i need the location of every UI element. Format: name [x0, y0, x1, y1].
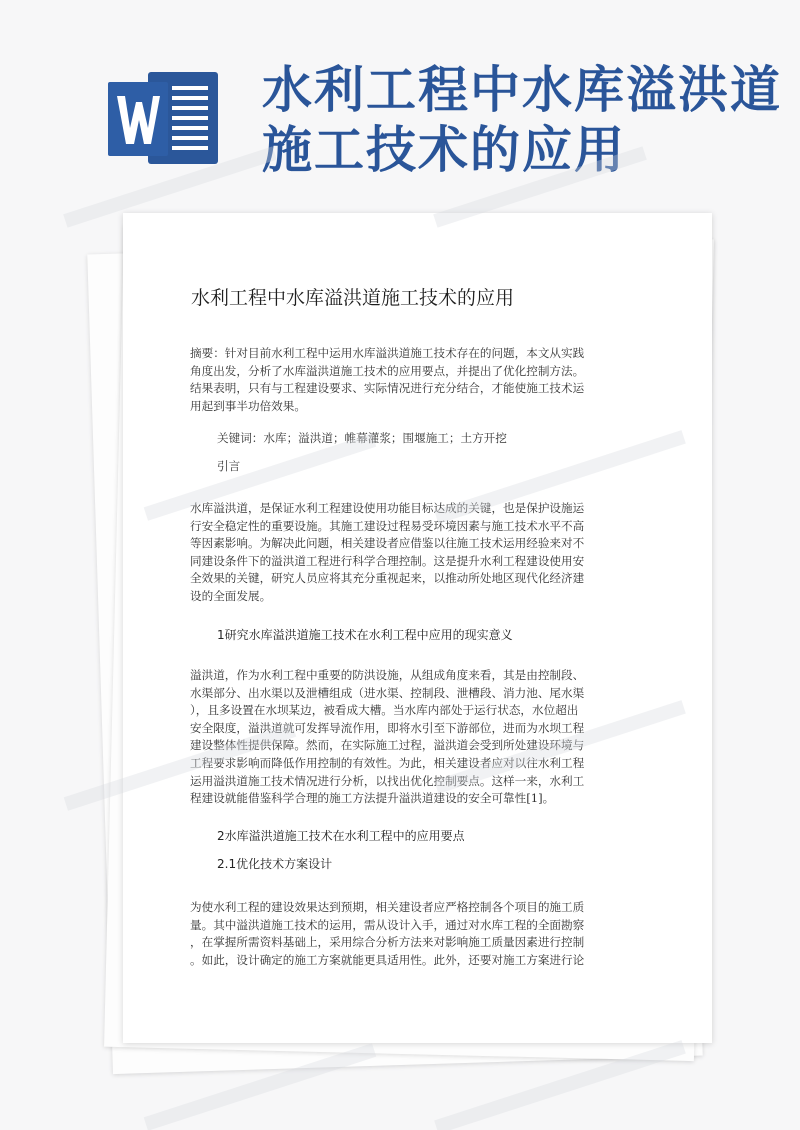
section-1-heading: 1研究水库溢洪道施工技术在水利工程中应用的现实意义 [217, 628, 513, 642]
banner-title-line-1: 水利工程中水库溢洪道 [262, 60, 782, 119]
banner-title [262, 60, 782, 180]
abstract [190, 345, 632, 415]
text-line: 建设整体性提供保障。然而，在实际施工过程，溢洪道会受到所处建设环境与 [190, 738, 585, 753]
text-line: 。如此，设计确定的施工方案就能更具适用性。此外，还要对施工方案进行论 [190, 952, 585, 967]
text-line: 用起到事半功倍效果。 [190, 398, 306, 413]
text-line: 运用溢洪道施工技术情况进行分析，以找出优化控制要点。这样一来，水利工 [190, 773, 585, 788]
text-line: 程建设就能借鉴科学合理的施工方法提升溢洪道建设的安全可靠性[1]。 [190, 791, 555, 806]
text-line: 安全限度，溢洪道就可发挥导流作用，即将水引至下游部位，进而为水坝工程 [190, 720, 585, 735]
keywords: 关键词：水库；溢洪道；帷幕灌浆；围堰施工；土方开挖 [217, 431, 507, 445]
section-2-1-heading: 2.1优化技术方案设计 [217, 857, 333, 871]
text-line: 设的全面发展。 [190, 588, 272, 603]
text-line: 等因素影响。为解决此问题，相关建设者应借鉴以往施工技术运用经验来对不 [190, 536, 585, 551]
document-page [123, 213, 712, 1043]
text-line: 结果表明，只有与工程建设要求、实际情况进行充分结合，才能使施工技术运 [190, 381, 585, 396]
intro-heading: 引言 [217, 459, 241, 473]
intro-paragraph [190, 500, 632, 606]
text-line: 全效果的关键，研究人员应将其充分重视起来，以推动所处地区现代化经济建 [190, 571, 585, 586]
text-line: 摘要：针对目前水利工程中运用水库溢洪道施工技术存在的问题，本文从实践 [190, 346, 585, 360]
text-line: 为使水利工程的建设效果达到预期，相关建设者应严格控制各个项目的施工质 [190, 900, 585, 914]
text-line: ，在掌握所需资料基础上，采用综合分析方法来对影响施工质量因素进行控制 [190, 935, 585, 950]
text-line: ），且多设置在水坝某边，被看成大槽。当水库内部处于运行状态，水位超出 [190, 703, 579, 718]
section-2-1-paragraph [190, 899, 632, 969]
text-line: 同建设条件下的溢洪道工程进行科学合理控制。这是提升水利工程建设使用安 [190, 553, 585, 568]
text-line: 行安全稳定性的重要设施。其施工建设过程易受环境因素与施工技术水平不高 [190, 518, 585, 533]
section-2-heading: 2水库溢洪道施工技术在水利工程中的应用要点 [217, 829, 465, 843]
text-line: 溢洪道，作为水利工程中重要的防洪设施，从组成角度来看，其是由控制段、 [190, 668, 585, 682]
text-line: 水渠部分、出水渠以及泄槽组成（进水渠、控制段、泄槽段、消力池、尾水渠 [190, 685, 585, 700]
banner-title-line-2: 施工技术的应用 [262, 120, 626, 179]
word-document-icon [108, 66, 222, 170]
text-line: 水库溢洪道，是保证水利工程建设使用功能目标达成的关键，也是保护设施运 [190, 501, 585, 515]
text-line: 工程要求影响而降低作用控制的有效性。为此，相关建设者应对以往水利工程 [190, 755, 585, 770]
text-line: 量。其中溢洪道施工技术的运用，需从设计入手，通过对水库工程的全面勘察 [190, 917, 585, 932]
text-line: 角度出发，分析了水库溢洪道施工技术的应用要点，并提出了优化控制方法。 [190, 363, 585, 378]
section-1-paragraph [190, 667, 632, 808]
document-title: 水利工程中水库溢洪道施工技术的应用 [191, 287, 515, 309]
